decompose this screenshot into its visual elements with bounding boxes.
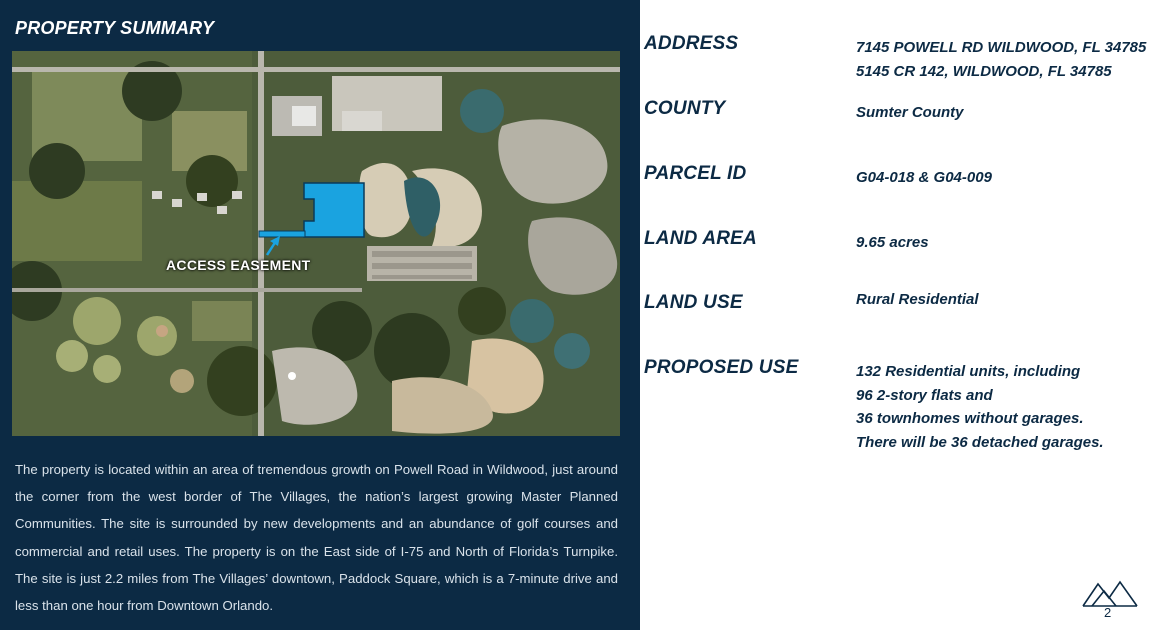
panel-title: PROPERTY SUMMARY	[15, 18, 215, 38]
county-value: Sumter County	[856, 104, 964, 121]
proposed-use-value	[856, 360, 1156, 454]
aerial-map-image	[12, 51, 620, 436]
property-description: The property is located within an area of tremendous growth on Powell Road in Wildwood, just around the corner from the west border of The Villages, the nation’s largest growing Master Planned Communities. The site is surrounded by new developments and an abundance of golf courses and commercial and retail uses. The property is on the East side of I-75 and North of Florida’s Turnpike. The site is just 2.2 miles from The Villages’ downtown, Paddock Square, which is a 7-minute drive and less than one hour from Downtown Orlando.	[15, 462, 618, 614]
proposed-use-line: 132 Residential units, including	[856, 363, 1081, 380]
aerial-map	[12, 51, 620, 436]
land-area-value: 9.65 acres	[856, 234, 929, 251]
proposed-use-line: 96 2-story flats and	[856, 386, 993, 404]
address-label: ADDRESS	[644, 33, 739, 54]
parcel-label: PARCEL ID	[644, 163, 747, 184]
proposed-use-line: There will be 36 detached garages.	[856, 433, 1104, 451]
address-value	[856, 36, 1156, 83]
county-label: COUNTY	[644, 98, 726, 119]
access-easement-label: ACCESS EASEMENT	[166, 257, 311, 273]
land-use-label: LAND USE	[644, 292, 743, 313]
mountain-logo-icon	[1082, 576, 1138, 608]
land-area-label: LAND AREA	[644, 228, 757, 249]
proposed-use-label: PROPOSED USE	[644, 357, 799, 378]
address-line-1: 7145 POWELL RD WILDWOOD, FL 34785	[856, 39, 1147, 56]
parcel-value: G04-018 & G04-009	[856, 169, 992, 186]
proposed-use-line: 36 townhomes without garages.	[856, 410, 1084, 427]
address-line-2: 5145 CR 142, WILDWOOD, FL 34785	[856, 62, 1112, 80]
land-use-value: Rural Residential	[856, 291, 979, 308]
page-number: 2	[1104, 605, 1112, 620]
